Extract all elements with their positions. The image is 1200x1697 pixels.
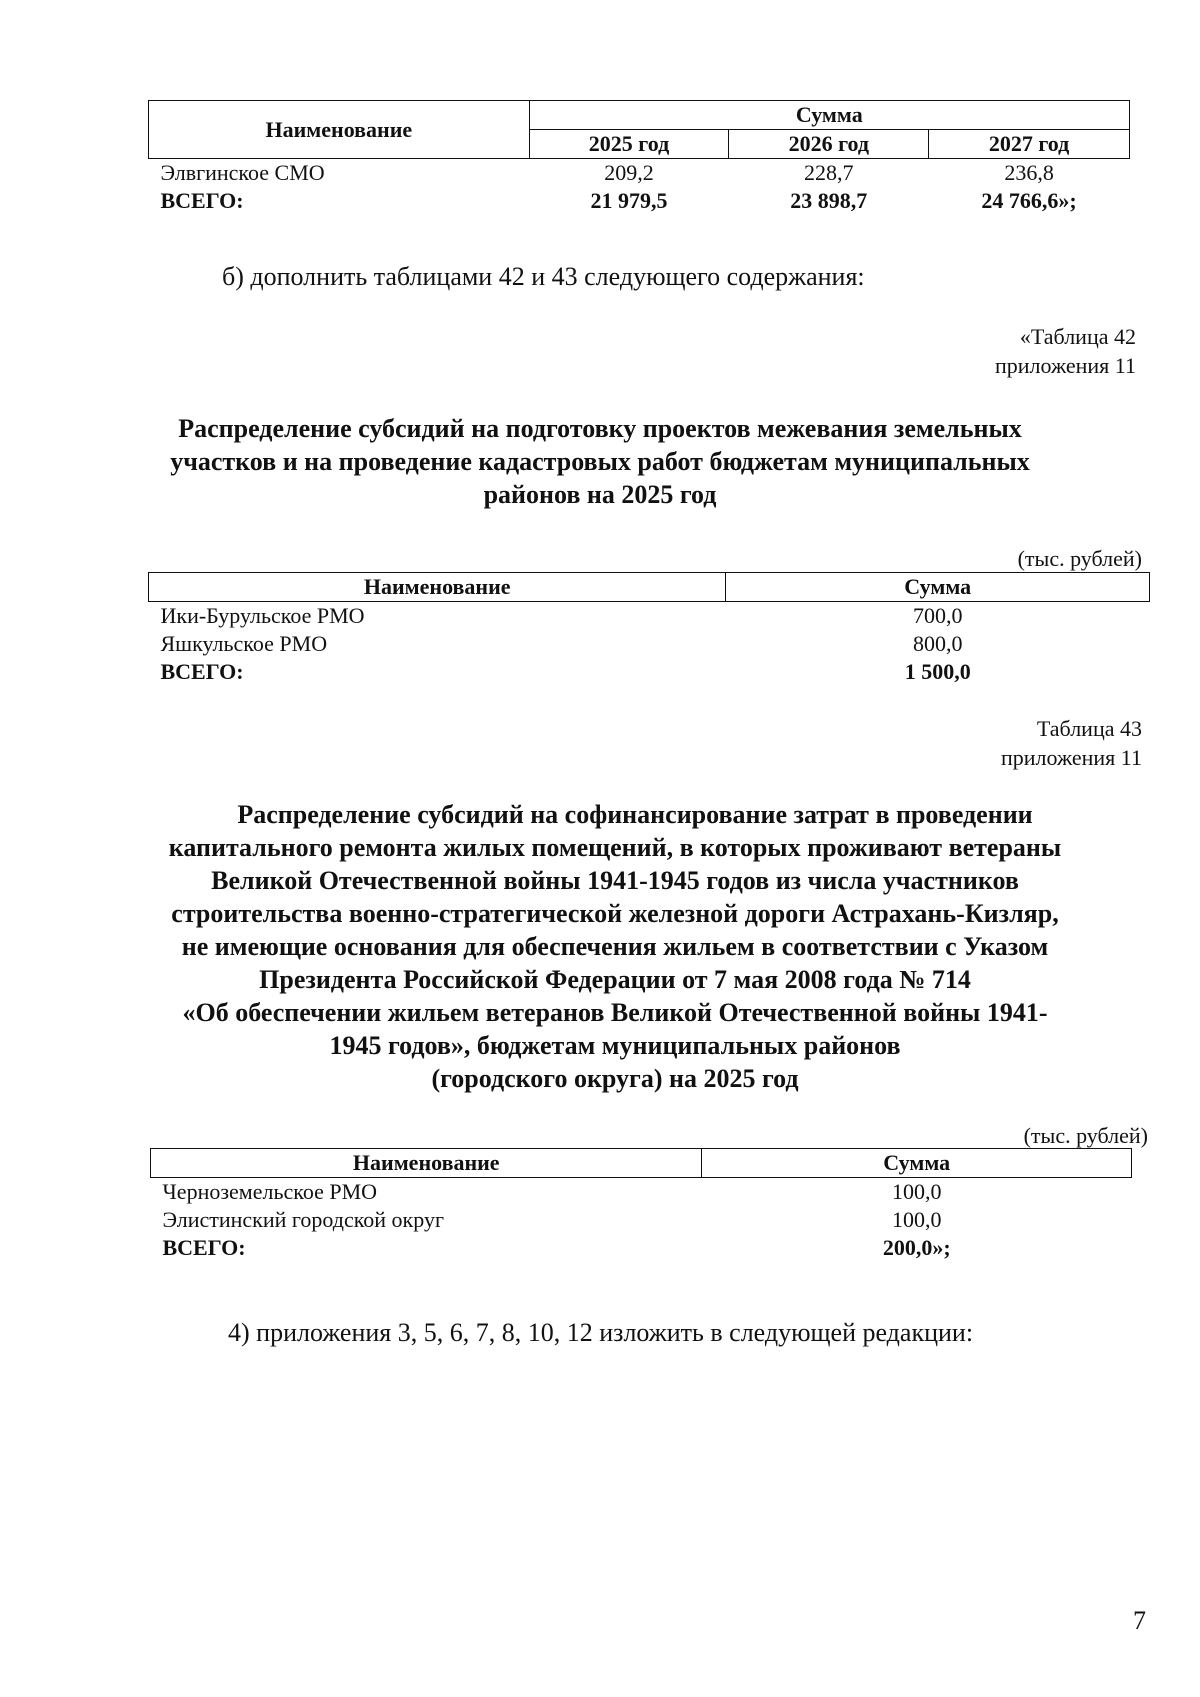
- total-2026: 23 898,7: [790, 188, 868, 213]
- total-label: ВСЕГО:: [160, 659, 244, 684]
- table42-caption: [995, 322, 1136, 380]
- row-name: Яшкульское РМО: [160, 631, 328, 656]
- title-line: 1945 годов», бюджетам муниципальных районов: [329, 1031, 901, 1060]
- row-name: Ики-Бурульское РМО: [160, 603, 365, 628]
- table43-caption: [1001, 714, 1142, 772]
- table42-caption-number: «Таблица 42: [1019, 324, 1136, 349]
- table43-title: [120, 798, 1110, 1095]
- row-value: 800,0: [912, 631, 963, 656]
- table-row: [149, 602, 1150, 631]
- row-value-2027: 236,8: [1004, 160, 1054, 185]
- page-number: 7: [1133, 1606, 1146, 1635]
- table-row: [149, 159, 1130, 188]
- table42: [148, 572, 1150, 686]
- total-label: ВСЕГО:: [160, 188, 244, 213]
- title-line: Распределение субсидий на подготовку проектов межевания земельных: [178, 414, 1022, 443]
- header-sum: Сумма: [702, 1149, 1132, 1178]
- row-name: Черноземельское РМО: [162, 1179, 378, 1204]
- table-row: [151, 1178, 1132, 1207]
- header-sum: Сумма: [726, 573, 1150, 602]
- row-value: 100,0: [891, 1179, 942, 1204]
- row-value: 700,0: [912, 603, 963, 628]
- paragraph-b: б) дополнить таблицами 42 и 43 следующего содержания:: [222, 262, 865, 291]
- total-row: [151, 1234, 1132, 1262]
- header-2025: 2025 год: [529, 130, 729, 159]
- total-value: 1 500,0: [904, 659, 971, 684]
- row-value-2025: 209,2: [604, 160, 654, 185]
- total-2025: 21 979,5: [590, 188, 668, 213]
- table43-caption-appendix: приложения 11: [1000, 745, 1142, 770]
- header-name: Наименование: [151, 1149, 702, 1178]
- header-sum: Сумма: [529, 101, 1129, 130]
- table43-units: (тыс. рублей): [1023, 1123, 1148, 1148]
- row-value: 100,0: [891, 1207, 942, 1232]
- header-2026: 2026 год: [729, 130, 929, 159]
- table42-title: [120, 412, 1080, 511]
- title-line: строительства военно-стратегической железной дороги Астрахань-Кизляр,: [171, 899, 1059, 928]
- title-line: Великой Отечественной войны 1941-1945 годов из числа участников: [211, 866, 1019, 895]
- sum-table-continued: [148, 100, 1130, 215]
- header-2027: 2027 год: [929, 130, 1130, 159]
- table42-caption-appendix: приложения 11: [994, 353, 1136, 378]
- row-name: Элистинский городской округ: [162, 1207, 444, 1232]
- total-row: [149, 658, 1150, 686]
- header-name: Наименование: [149, 101, 530, 159]
- title-line: Распределение субсидий на софинансирование затрат в проведении: [237, 800, 1033, 829]
- total-2027: 24 766,6»;: [981, 188, 1077, 213]
- row-name: Элвгинское СМО: [160, 160, 325, 185]
- table43-caption-number: Таблица 43: [1036, 716, 1142, 741]
- total-value: 200,0»;: [882, 1235, 951, 1260]
- table43: [150, 1148, 1132, 1262]
- table-row: [151, 1206, 1132, 1234]
- row-value-2026: 228,7: [804, 160, 854, 185]
- title-line: (городского округа) на 2025 год: [431, 1064, 799, 1093]
- title-line: не имеющие основания для обеспечения жильем в соответствии с Указом: [181, 932, 1049, 961]
- title-line: «Об обеспечении жильем ветеранов Великой Отечественной войны 1941-: [182, 998, 1048, 1027]
- paragraph-4: 4) приложения 3, 5, 6, 7, 8, 10, 12 изложить в следующей редакции:: [228, 1318, 974, 1347]
- table-row: [149, 630, 1150, 658]
- title-line: капитального ремонта жилых помещений, в которых проживают ветераны: [168, 833, 1062, 862]
- title-line: районов на 2025 год: [483, 480, 717, 509]
- title-line: участков и на проведение кадастровых работ бюджетам муниципальных: [170, 447, 1030, 476]
- header-name: Наименование: [149, 573, 726, 602]
- total-label: ВСЕГО:: [162, 1235, 246, 1260]
- table42-units: (тыс. рублей): [1017, 546, 1142, 571]
- title-line: Президента Российской Федерации от 7 мая 2008 года № 714: [259, 965, 971, 994]
- total-row: [149, 187, 1130, 215]
